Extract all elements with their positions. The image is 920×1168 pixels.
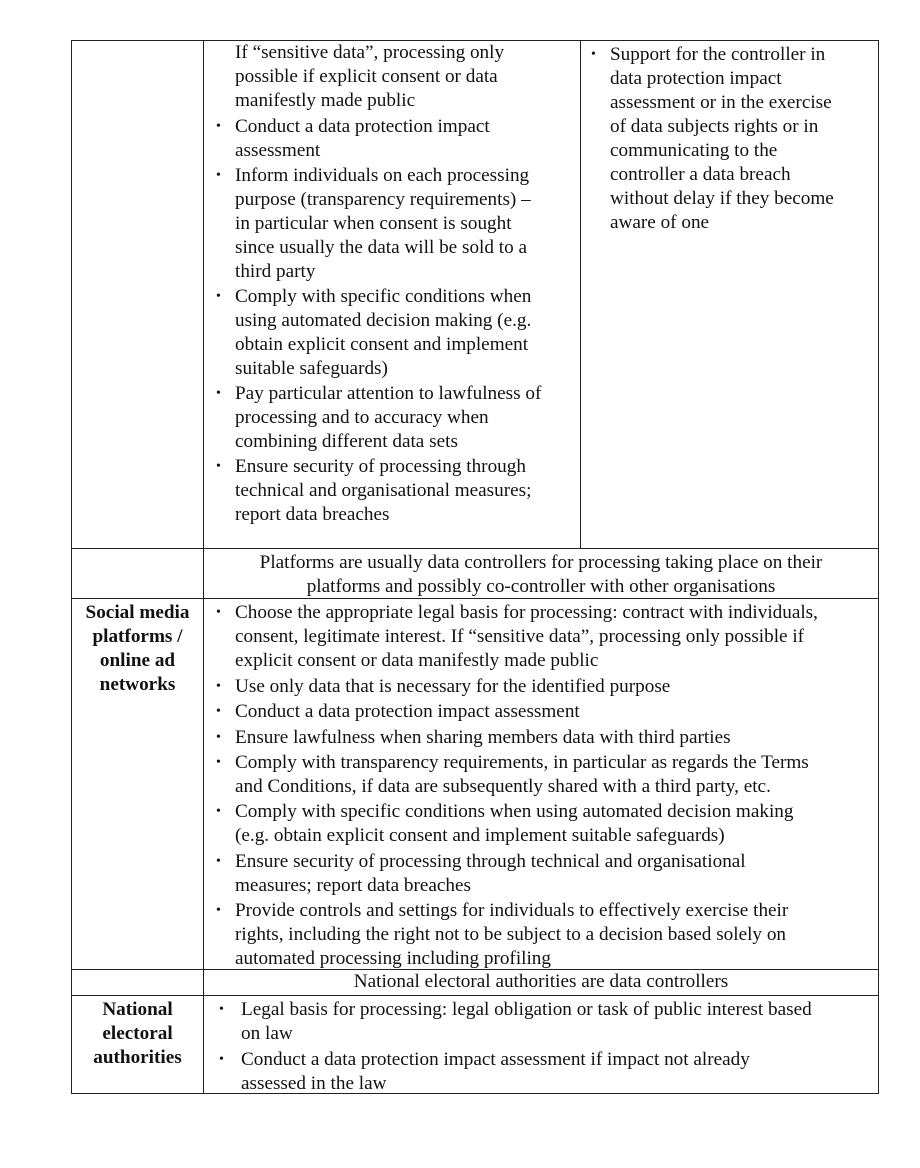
list-item-line: in particular when consent is sought xyxy=(235,213,512,234)
row-label-line: online ad xyxy=(99,650,176,671)
list-item-line: since usually the data will be sold to a xyxy=(235,237,528,258)
list-item-line: aware of one xyxy=(610,212,710,233)
list-item-line: Comply with transparency requirements, in particular as regards the Terms xyxy=(235,752,809,773)
bullet-icon: • xyxy=(591,47,596,62)
bullet-icon: • xyxy=(216,386,221,401)
list-item-line: assessed in the law xyxy=(241,1073,387,1094)
list-item-line: (e.g. obtain explicit consent and implement suitable safeguards) xyxy=(235,825,725,846)
text-line: If “sensitive data”, processing only xyxy=(235,42,505,63)
list-item-line: data protection impact xyxy=(610,68,782,89)
row-divider xyxy=(71,995,879,996)
list-item-line: technical and organisational measures; xyxy=(235,480,532,501)
list-item-line: processing and to accuracy when xyxy=(235,407,489,428)
list-item-line: automated processing including profiling xyxy=(235,948,551,969)
bullet-icon: • xyxy=(216,168,221,183)
bullet-icon: • xyxy=(219,1002,224,1017)
row-label-line: National xyxy=(102,999,173,1020)
row-divider xyxy=(71,548,879,549)
list-item-line: communicating to the xyxy=(610,140,778,161)
text-line: manifestly made public xyxy=(235,90,416,111)
table-right-border xyxy=(878,40,879,1094)
row-label-line: platforms / xyxy=(92,626,183,647)
bullet-icon: • xyxy=(216,679,221,694)
header-line: Platforms are usually data controllers for processing taking place on their xyxy=(259,552,823,573)
list-item-line: Provide controls and settings for individuals to effectively exercise their xyxy=(235,900,789,921)
bullet-icon: • xyxy=(216,804,221,819)
list-item-line: Ensure security of processing through xyxy=(235,456,526,477)
text-line: possible if explicit consent or data xyxy=(235,66,498,87)
list-item-line: purpose (transparency requirements) – xyxy=(235,189,531,210)
list-item-line: combining different data sets xyxy=(235,431,458,452)
list-item-line: third party xyxy=(235,261,316,282)
list-item-line: without delay if they become xyxy=(610,188,834,209)
list-item-line: obtain explicit consent and implement xyxy=(235,334,529,355)
row-label-line: authorities xyxy=(93,1047,182,1068)
list-item-line: suitable safeguards) xyxy=(235,358,388,379)
list-item-line: Conduct a data protection impact assessment if impact not already xyxy=(241,1049,750,1070)
list-item-line: Support for the controller in xyxy=(610,44,826,65)
bullet-icon: • xyxy=(216,459,221,474)
bullet-icon: • xyxy=(216,854,221,869)
list-item-line: Conduct a data protection impact xyxy=(235,116,490,137)
header-line: National electoral authorities are data controllers xyxy=(353,971,729,992)
bullet-icon: • xyxy=(216,730,221,745)
row-label-line: Social media xyxy=(85,602,190,623)
bullet-icon: • xyxy=(216,755,221,770)
list-item-line: Comply with specific conditions when xyxy=(235,286,532,307)
list-item-line: Use only data that is necessary for the identified purpose xyxy=(235,676,671,697)
bullet-icon: • xyxy=(216,903,221,918)
middle-column-divider xyxy=(580,40,581,548)
list-item-line: assessment xyxy=(235,140,321,161)
bullet-icon: • xyxy=(219,1052,224,1067)
list-item-line: Pay particular attention to lawfulness of xyxy=(235,383,542,404)
list-item-line: report data breaches xyxy=(235,504,390,525)
list-item-line: Legal basis for processing: legal obligation or task of public interest based xyxy=(241,999,812,1020)
bullet-icon: • xyxy=(216,119,221,134)
header-line: platforms and possibly co-controller with other organisations xyxy=(306,576,776,597)
table-bottom-border xyxy=(71,1093,879,1094)
row-label-line: electoral xyxy=(102,1023,173,1044)
list-item-line: rights, including the right not to be subject to a decision based solely on xyxy=(235,924,787,945)
list-item-line: and Conditions, if data are subsequently shared with a third party, etc. xyxy=(235,776,771,797)
list-item-line: Choose the appropriate legal basis for processing: contract with individuals, xyxy=(235,602,818,623)
list-item-line: using automated decision making (e.g. xyxy=(235,310,532,331)
list-item-line: Ensure lawfulness when sharing members data with third parties xyxy=(235,727,731,748)
list-item-line: explicit consent or data manifestly made public xyxy=(235,650,599,671)
list-item-line: assessment or in the exercise xyxy=(610,92,832,113)
list-item-line: measures; report data breaches xyxy=(235,875,471,896)
list-item-line: Conduct a data protection impact assessment xyxy=(235,701,580,722)
list-item-line: Comply with specific conditions when using automated decision making xyxy=(235,801,794,822)
list-item-line: consent, legitimate interest. If “sensitive data”, processing only possible if xyxy=(235,626,805,647)
list-item-line: of data subjects rights or in xyxy=(610,116,819,137)
bullet-icon: • xyxy=(216,704,221,719)
table-left-border xyxy=(71,40,72,1094)
list-item-line: controller a data breach xyxy=(610,164,791,185)
list-item-line: on law xyxy=(241,1023,293,1044)
list-item-line: Ensure security of processing through technical and organisational xyxy=(235,851,746,872)
bullet-icon: • xyxy=(216,289,221,304)
list-item-line: Inform individuals on each processing xyxy=(235,165,530,186)
row-label-line: networks xyxy=(99,674,176,695)
bullet-icon: • xyxy=(216,605,221,620)
